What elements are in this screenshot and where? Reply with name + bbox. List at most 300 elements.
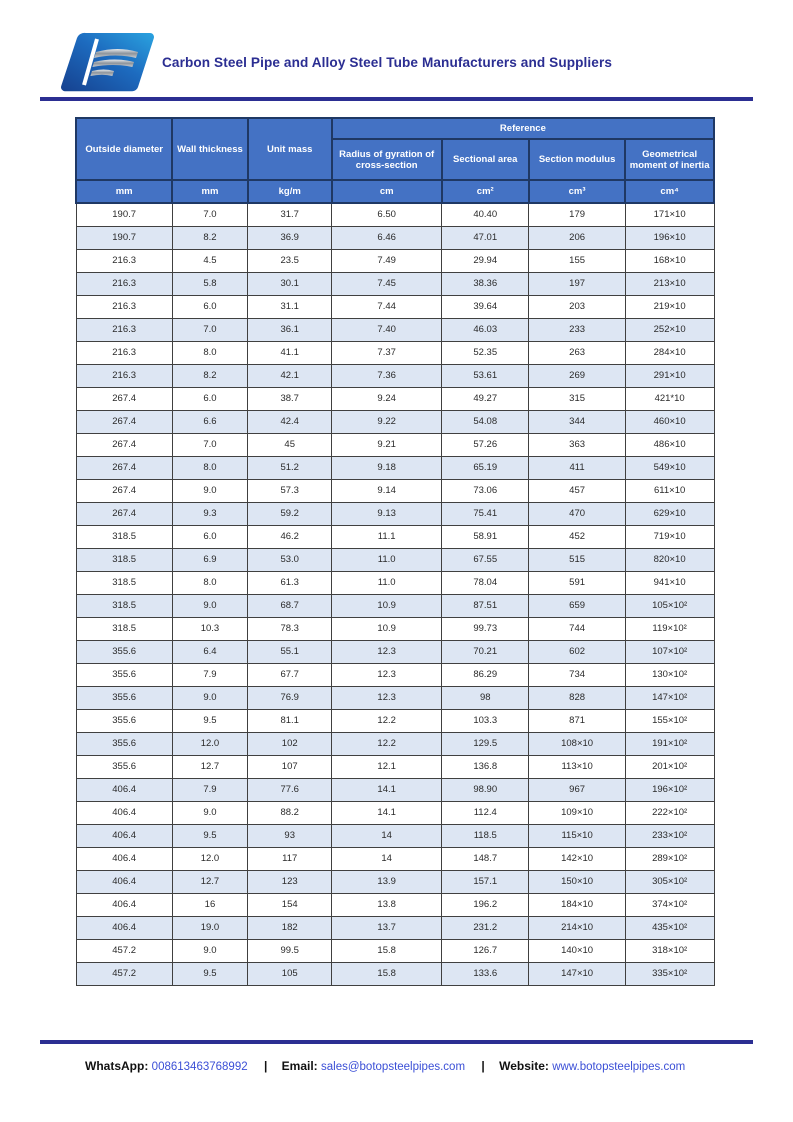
table-cell: 55.1 [248, 640, 332, 663]
table-cell: 315 [529, 387, 625, 410]
table-cell: 184×10 [529, 893, 625, 916]
table-cell: 7.9 [172, 663, 247, 686]
table-cell: 201×10² [625, 755, 714, 778]
table-row [76, 916, 714, 939]
table-cell: 14.1 [332, 801, 442, 824]
table-row [76, 387, 714, 410]
table-cell: 68.7 [248, 594, 332, 617]
table-cell: 233 [529, 318, 625, 341]
col-header-unit-mass: Unit mass [248, 118, 332, 180]
company-logo-icon [56, 30, 158, 94]
table-cell: 9.0 [172, 939, 247, 962]
table-cell: 93 [248, 824, 332, 847]
table-cell: 191×10² [625, 732, 714, 755]
table-row [76, 272, 714, 295]
website-label: Website: [499, 1059, 549, 1073]
table-cell: 105×10² [625, 594, 714, 617]
table-cell: 8.2 [172, 364, 247, 387]
table-cell: 6.50 [332, 203, 442, 226]
table-cell: 629×10 [625, 502, 714, 525]
table-cell: 305×10² [625, 870, 714, 893]
table-cell: 9.0 [172, 594, 247, 617]
table-cell: 611×10 [625, 479, 714, 502]
unit-mm-1: mm [76, 180, 172, 203]
table-cell: 263 [529, 341, 625, 364]
table-cell: 421*10 [625, 387, 714, 410]
table-cell: 13.9 [332, 870, 442, 893]
table-cell: 9.22 [332, 410, 442, 433]
table-cell: 231.2 [442, 916, 529, 939]
table-row [76, 525, 714, 548]
table-cell: 67.7 [248, 663, 332, 686]
table-cell: 406.4 [76, 824, 172, 847]
table-body [76, 203, 714, 985]
table-cell: 41.1 [248, 341, 332, 364]
table-cell: 54.08 [442, 410, 529, 433]
table-row [76, 962, 714, 985]
table-row [76, 709, 714, 732]
table-cell: 12.3 [332, 640, 442, 663]
email-label: Email: [281, 1059, 318, 1073]
table-row [76, 824, 714, 847]
table-cell: 216.3 [76, 249, 172, 272]
table-cell: 99.73 [442, 617, 529, 640]
table-header [76, 118, 714, 203]
table-cell: 98 [442, 686, 529, 709]
table-cell: 77.6 [248, 778, 332, 801]
table-cell: 659 [529, 594, 625, 617]
pipe-spec-table [75, 117, 715, 986]
table-cell: 12.2 [332, 732, 442, 755]
table-row [76, 571, 714, 594]
table-cell: 112.4 [442, 801, 529, 824]
table-row [76, 686, 714, 709]
table-row [76, 939, 714, 962]
table-cell: 267.4 [76, 479, 172, 502]
table-cell: 289×10² [625, 847, 714, 870]
table-cell: 61.3 [248, 571, 332, 594]
unit-cm3: cm³ [529, 180, 625, 203]
table-cell: 967 [529, 778, 625, 801]
col-group-reference: Reference [332, 118, 714, 139]
table-cell: 16 [172, 893, 247, 916]
table-cell: 6.0 [172, 295, 247, 318]
col-header-radius-of-gyration: Radius of gyration of cross-section [332, 139, 442, 180]
table-cell: 216.3 [76, 272, 172, 295]
table-cell: 9.3 [172, 502, 247, 525]
table-cell: 7.0 [172, 318, 247, 341]
table-cell: 233×10² [625, 824, 714, 847]
table-cell: 335×10² [625, 962, 714, 985]
table-cell: 129.5 [442, 732, 529, 755]
table-cell: 871 [529, 709, 625, 732]
table-cell: 9.0 [172, 686, 247, 709]
table-cell: 12.7 [172, 755, 247, 778]
table-cell: 117 [248, 847, 332, 870]
table-cell: 46.03 [442, 318, 529, 341]
table-cell: 452 [529, 525, 625, 548]
table-cell: 154 [248, 893, 332, 916]
table-cell: 9.13 [332, 502, 442, 525]
table-cell: 73.06 [442, 479, 529, 502]
table-cell: 53.0 [248, 548, 332, 571]
table-cell: 99.5 [248, 939, 332, 962]
table-cell: 10.9 [332, 617, 442, 640]
table-cell: 130×10² [625, 663, 714, 686]
table-cell: 318.5 [76, 571, 172, 594]
table-cell: 355.6 [76, 755, 172, 778]
table-cell: 406.4 [76, 916, 172, 939]
table-cell: 23.5 [248, 249, 332, 272]
table-cell: 36.9 [248, 226, 332, 249]
table-cell: 119×10² [625, 617, 714, 640]
table-cell: 8.2 [172, 226, 247, 249]
table-cell: 252×10 [625, 318, 714, 341]
table-row [76, 341, 714, 364]
table-cell: 148.7 [442, 847, 529, 870]
table-cell: 591 [529, 571, 625, 594]
table-cell: 14.1 [332, 778, 442, 801]
table-cell: 107×10² [625, 640, 714, 663]
table-cell: 59.2 [248, 502, 332, 525]
table-cell: 318.5 [76, 548, 172, 571]
table-cell: 457.2 [76, 939, 172, 962]
table-cell: 53.61 [442, 364, 529, 387]
table-cell: 36.1 [248, 318, 332, 341]
table-cell: 406.4 [76, 870, 172, 893]
table-cell: 828 [529, 686, 625, 709]
table-cell: 86.29 [442, 663, 529, 686]
table-cell: 57.3 [248, 479, 332, 502]
table-cell: 9.0 [172, 479, 247, 502]
table-cell: 7.45 [332, 272, 442, 295]
table-cell: 7.0 [172, 433, 247, 456]
table-cell: 108×10 [529, 732, 625, 755]
table-row [76, 410, 714, 433]
table-row [76, 801, 714, 824]
table-row [76, 893, 714, 916]
table-cell: 435×10² [625, 916, 714, 939]
table-row [76, 847, 714, 870]
table-cell: 355.6 [76, 640, 172, 663]
table-cell: 155×10² [625, 709, 714, 732]
table-row [76, 249, 714, 272]
table-cell: 19.0 [172, 916, 247, 939]
table-cell: 147×10² [625, 686, 714, 709]
table-cell: 118.5 [442, 824, 529, 847]
table-cell: 5.8 [172, 272, 247, 295]
table-row [76, 479, 714, 502]
table-cell: 147×10 [529, 962, 625, 985]
table-cell: 76.9 [248, 686, 332, 709]
table-cell: 6.0 [172, 525, 247, 548]
table-cell: 9.5 [172, 962, 247, 985]
table-cell: 87.51 [442, 594, 529, 617]
table-cell: 42.1 [248, 364, 332, 387]
table-cell: 52.35 [442, 341, 529, 364]
table-cell: 719×10 [625, 525, 714, 548]
table-cell: 269 [529, 364, 625, 387]
table-cell: 9.18 [332, 456, 442, 479]
table-cell: 222×10² [625, 801, 714, 824]
table-cell: 549×10 [625, 456, 714, 479]
table-cell: 196×10² [625, 778, 714, 801]
table-cell: 457.2 [76, 962, 172, 985]
table-cell: 46.2 [248, 525, 332, 548]
table-cell: 157.1 [442, 870, 529, 893]
table-cell: 406.4 [76, 893, 172, 916]
table-cell: 355.6 [76, 732, 172, 755]
page-title: Carbon Steel Pipe and Alloy Steel Tube Manufacturers and Suppliers [162, 54, 612, 70]
table-cell: 136.8 [442, 755, 529, 778]
whatsapp-label: WhatsApp: [85, 1059, 149, 1073]
table-cell: 12.0 [172, 732, 247, 755]
table-cell: 65.19 [442, 456, 529, 479]
table-cell: 4.5 [172, 249, 247, 272]
table-cell: 7.40 [332, 318, 442, 341]
table-cell: 318.5 [76, 525, 172, 548]
table-row [76, 456, 714, 479]
table-cell: 9.5 [172, 709, 247, 732]
table-cell: 126.7 [442, 939, 529, 962]
table-row [76, 318, 714, 341]
table-cell: 196.2 [442, 893, 529, 916]
table-cell: 6.6 [172, 410, 247, 433]
table-cell: 8.0 [172, 571, 247, 594]
col-header-geometrical-moment: Geometrical moment of inertia [625, 139, 714, 180]
table-cell: 267.4 [76, 433, 172, 456]
table-cell: 31.7 [248, 203, 332, 226]
website-link[interactable]: www.botopsteelpipes.com [552, 1061, 686, 1073]
table-row [76, 502, 714, 525]
table-cell: 168×10 [625, 249, 714, 272]
table-cell: 744 [529, 617, 625, 640]
unit-kg-m: kg/m [248, 180, 332, 203]
table-cell: 45 [248, 433, 332, 456]
table-cell: 355.6 [76, 709, 172, 732]
table-cell: 13.7 [332, 916, 442, 939]
table-cell: 133.6 [442, 962, 529, 985]
email-link[interactable]: sales@botopsteelpipes.com [321, 1061, 466, 1073]
table-cell: 941×10 [625, 571, 714, 594]
table-row [76, 594, 714, 617]
table-cell: 318.5 [76, 617, 172, 640]
table-cell: 216.3 [76, 364, 172, 387]
table-row [76, 663, 714, 686]
unit-cm4: cm⁴ [625, 180, 714, 203]
table-row [76, 870, 714, 893]
page-header [56, 30, 753, 94]
table-cell: 406.4 [76, 847, 172, 870]
table-row [76, 640, 714, 663]
table-cell: 8.0 [172, 341, 247, 364]
table-cell: 363 [529, 433, 625, 456]
table-cell: 140×10 [529, 939, 625, 962]
table-cell: 203 [529, 295, 625, 318]
table-row [76, 778, 714, 801]
table-cell: 267.4 [76, 410, 172, 433]
table-cell: 7.0 [172, 203, 247, 226]
table-cell: 88.2 [248, 801, 332, 824]
table-row [76, 364, 714, 387]
table-cell: 78.3 [248, 617, 332, 640]
table-cell: 31.1 [248, 295, 332, 318]
table-cell: 7.9 [172, 778, 247, 801]
table-cell: 47.01 [442, 226, 529, 249]
table-row [76, 226, 714, 249]
table-cell: 14 [332, 847, 442, 870]
col-header-outside-diameter: Outside diameter [76, 118, 172, 180]
table-cell: 7.44 [332, 295, 442, 318]
footer-contacts [85, 1059, 753, 1073]
table-cell: 38.7 [248, 387, 332, 410]
table-cell: 486×10 [625, 433, 714, 456]
table-cell: 602 [529, 640, 625, 663]
table-row [76, 755, 714, 778]
unit-cm2: cm² [442, 180, 529, 203]
table-cell: 10.3 [172, 617, 247, 640]
table-cell: 75.41 [442, 502, 529, 525]
table-cell: 291×10 [625, 364, 714, 387]
table-cell: 39.64 [442, 295, 529, 318]
table-cell: 49.27 [442, 387, 529, 410]
table-cell: 197 [529, 272, 625, 295]
table-cell: 9.14 [332, 479, 442, 502]
table-cell: 51.2 [248, 456, 332, 479]
table-cell: 820×10 [625, 548, 714, 571]
table-cell: 355.6 [76, 686, 172, 709]
table-cell: 115×10 [529, 824, 625, 847]
table-cell: 12.7 [172, 870, 247, 893]
table-cell: 344 [529, 410, 625, 433]
table-cell: 457 [529, 479, 625, 502]
table-row [76, 295, 714, 318]
table-cell: 81.1 [248, 709, 332, 732]
table-cell: 734 [529, 663, 625, 686]
table-row [76, 548, 714, 571]
table-cell: 15.8 [332, 962, 442, 985]
table-cell: 42.4 [248, 410, 332, 433]
table-cell: 7.37 [332, 341, 442, 364]
table-cell: 14 [332, 824, 442, 847]
table-cell: 214×10 [529, 916, 625, 939]
table-cell: 12.1 [332, 755, 442, 778]
table-cell: 196×10 [625, 226, 714, 249]
table-cell: 12.2 [332, 709, 442, 732]
table-cell: 355.6 [76, 663, 172, 686]
table-row [76, 732, 714, 755]
table-cell: 213×10 [625, 272, 714, 295]
table-cell: 70.21 [442, 640, 529, 663]
table-cell: 10.9 [332, 594, 442, 617]
table-cell: 6.46 [332, 226, 442, 249]
table-cell: 7.36 [332, 364, 442, 387]
table-cell: 406.4 [76, 778, 172, 801]
table-cell: 113×10 [529, 755, 625, 778]
table-cell: 9.21 [332, 433, 442, 456]
table-cell: 40.40 [442, 203, 529, 226]
table-cell: 11.1 [332, 525, 442, 548]
table-cell: 142×10 [529, 847, 625, 870]
table-cell: 11.0 [332, 571, 442, 594]
table-cell: 30.1 [248, 272, 332, 295]
table-cell: 102 [248, 732, 332, 755]
table-cell: 9.0 [172, 801, 247, 824]
table-cell: 9.24 [332, 387, 442, 410]
table-cell: 155 [529, 249, 625, 272]
table-cell: 6.9 [172, 548, 247, 571]
table-cell: 107 [248, 755, 332, 778]
unit-mm-2: mm [172, 180, 247, 203]
table-cell: 57.26 [442, 433, 529, 456]
table-cell: 182 [248, 916, 332, 939]
table-cell: 7.49 [332, 249, 442, 272]
separator-2: | [481, 1059, 485, 1073]
table-cell: 12.3 [332, 663, 442, 686]
table-cell: 123 [248, 870, 332, 893]
table-cell: 284×10 [625, 341, 714, 364]
table-cell: 15.8 [332, 939, 442, 962]
table-cell: 29.94 [442, 249, 529, 272]
table-cell: 216.3 [76, 295, 172, 318]
table-cell: 103.3 [442, 709, 529, 732]
table-cell: 411 [529, 456, 625, 479]
table-cell: 267.4 [76, 502, 172, 525]
table-cell: 150×10 [529, 870, 625, 893]
table-cell: 12.3 [332, 686, 442, 709]
table-cell: 58.91 [442, 525, 529, 548]
table-cell: 216.3 [76, 341, 172, 364]
table-cell: 318.5 [76, 594, 172, 617]
table-cell: 9.5 [172, 824, 247, 847]
table-cell: 206 [529, 226, 625, 249]
col-header-section-modulus: Section modulus [529, 139, 625, 180]
table-cell: 179 [529, 203, 625, 226]
table-cell: 13.8 [332, 893, 442, 916]
table-cell: 12.0 [172, 847, 247, 870]
table-cell: 470 [529, 502, 625, 525]
table-cell: 38.36 [442, 272, 529, 295]
col-header-wall-thickness: Wall thickness [172, 118, 247, 180]
table-row [76, 617, 714, 640]
separator-1: | [263, 1059, 268, 1073]
table-cell: 98.90 [442, 778, 529, 801]
table-cell: 460×10 [625, 410, 714, 433]
col-header-sectional-area: Sectional area [442, 139, 529, 180]
whatsapp-link[interactable]: 008613463768992 [151, 1061, 248, 1073]
table-cell: 267.4 [76, 456, 172, 479]
table-cell: 406.4 [76, 801, 172, 824]
table-cell: 171×10 [625, 203, 714, 226]
table-cell: 267.4 [76, 387, 172, 410]
table-cell: 219×10 [625, 295, 714, 318]
table-row [76, 433, 714, 456]
table-cell: 190.7 [76, 226, 172, 249]
table-cell: 105 [248, 962, 332, 985]
table-cell: 109×10 [529, 801, 625, 824]
table-cell: 6.0 [172, 387, 247, 410]
table-cell: 11.0 [332, 548, 442, 571]
table-cell: 216.3 [76, 318, 172, 341]
table-cell: 318×10² [625, 939, 714, 962]
table-cell: 6.4 [172, 640, 247, 663]
table-row [76, 203, 714, 226]
table-cell: 190.7 [76, 203, 172, 226]
header-divider [40, 97, 753, 101]
table-cell: 67.55 [442, 548, 529, 571]
footer-divider [40, 1040, 753, 1044]
table-cell: 78.04 [442, 571, 529, 594]
